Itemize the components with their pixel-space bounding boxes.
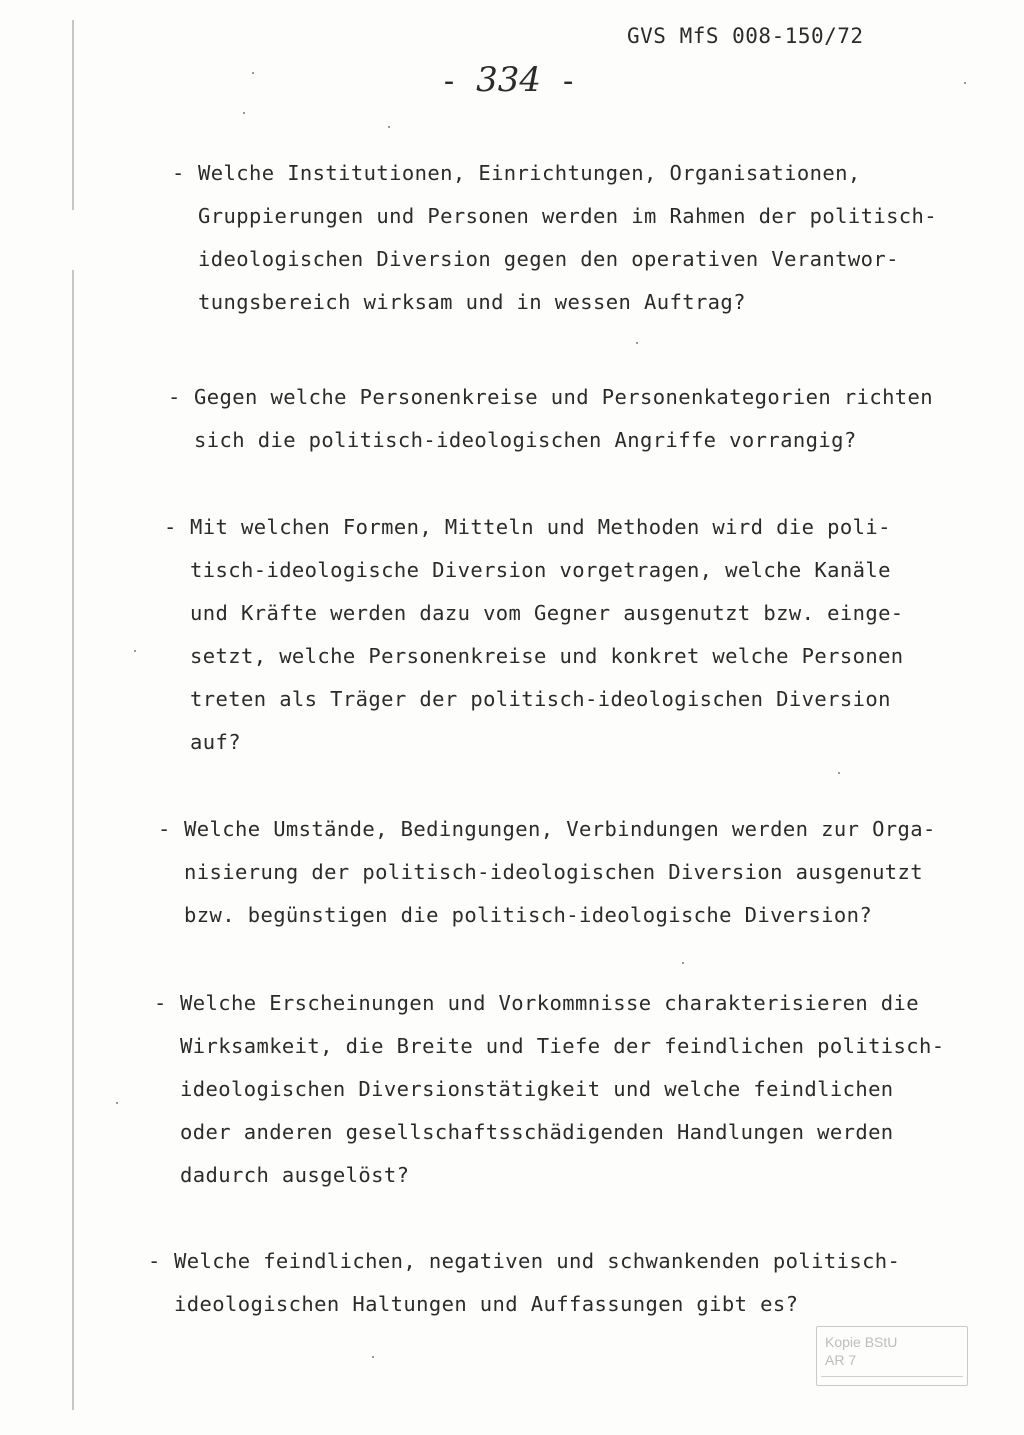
scan-speck xyxy=(388,126,390,128)
page-number xyxy=(440,60,577,100)
page-number-dash-right: - xyxy=(559,64,578,99)
list-dash: - xyxy=(154,991,167,1015)
question-line: Mit welchen Formen, Mitteln und Methoden wird die poli- xyxy=(190,515,891,539)
question-line: ideologischen Diversionstätigkeit und welche feindlichen xyxy=(180,1077,894,1101)
question-line: Welche Institutionen, Einrichtungen, Organisationen, xyxy=(198,161,861,185)
question-line: Gruppierungen und Personen werden im Rahmen der politisch- xyxy=(198,204,938,228)
question-item xyxy=(154,982,945,1197)
question-item xyxy=(164,506,904,764)
question-item xyxy=(148,1240,901,1326)
question-line: Welche feindlichen, negativen und schwankenden politisch- xyxy=(174,1249,901,1273)
stamp-underline xyxy=(821,1376,963,1377)
question-line: dadurch ausgelöst? xyxy=(180,1163,410,1187)
question-line: tungsbereich wirksam und in wessen Auftrag? xyxy=(198,290,746,314)
question-line: Welche Umstände, Bedingungen, Verbindungen werden zur Orga- xyxy=(184,817,936,841)
question-item xyxy=(172,152,938,324)
page-number-dash-left: - xyxy=(440,64,459,99)
question-line: nisierung der politisch-ideologischen Diversion ausgenutzt xyxy=(184,860,924,884)
question-line: setzt, welche Personenkreise und konkret welche Personen xyxy=(190,644,904,668)
scan-speck xyxy=(636,342,638,344)
question-line: Wirksamkeit, die Breite und Tiefe der feindlichen politisch- xyxy=(180,1034,945,1058)
margin-binding-mark xyxy=(72,20,74,210)
question-line: bzw. begünstigen die politisch-ideologische Diversion? xyxy=(184,903,873,927)
list-dash: - xyxy=(164,515,177,539)
question-line: oder anderen gesellschaftsschädigenden Handlungen werden xyxy=(180,1120,894,1144)
archive-stamp xyxy=(816,1326,968,1386)
stamp-line: AR 7 xyxy=(825,1352,857,1368)
question-line: treten als Träger der politisch-ideologischen Diversion xyxy=(190,687,891,711)
margin-binding-line xyxy=(72,270,74,1410)
question-line: Welche Erscheinungen und Vorkommnisse charakterisieren die xyxy=(180,991,920,1015)
question-line: tisch-ideologische Diversion vorgetragen, welche Kanäle xyxy=(190,558,891,582)
scan-speck xyxy=(964,82,966,84)
list-dash: - xyxy=(148,1249,161,1273)
scan-speck xyxy=(243,112,245,114)
scan-speck xyxy=(372,1356,374,1358)
question-item xyxy=(158,808,936,937)
scan-speck xyxy=(838,772,840,774)
question-line: sich die politisch-ideologischen Angriffe vorrangig? xyxy=(194,428,857,452)
list-dash: - xyxy=(172,161,185,185)
list-dash: - xyxy=(158,817,171,841)
question-line: auf? xyxy=(190,730,241,754)
page-number-value: 334 xyxy=(476,60,542,100)
question-line: ideologischen Haltungen und Auffassungen gibt es? xyxy=(174,1292,799,1316)
question-line: Gegen welche Personenkreise und Personenkategorien richten xyxy=(194,385,934,409)
scan-speck xyxy=(252,72,254,74)
question-line: ideologischen Diversion gegen den operativen Verantwor- xyxy=(198,247,899,271)
list-dash: - xyxy=(168,385,181,409)
question-item xyxy=(168,376,934,462)
scan-speck xyxy=(134,650,136,652)
stamp-line: Kopie BStU xyxy=(825,1334,898,1350)
question-line: und Kräfte werden dazu vom Gegner ausgenutzt bzw. einge- xyxy=(190,601,904,625)
scan-speck xyxy=(682,962,684,964)
document-reference: GVS MfS 008-150/72 xyxy=(627,24,864,48)
scan-speck xyxy=(116,1102,118,1104)
